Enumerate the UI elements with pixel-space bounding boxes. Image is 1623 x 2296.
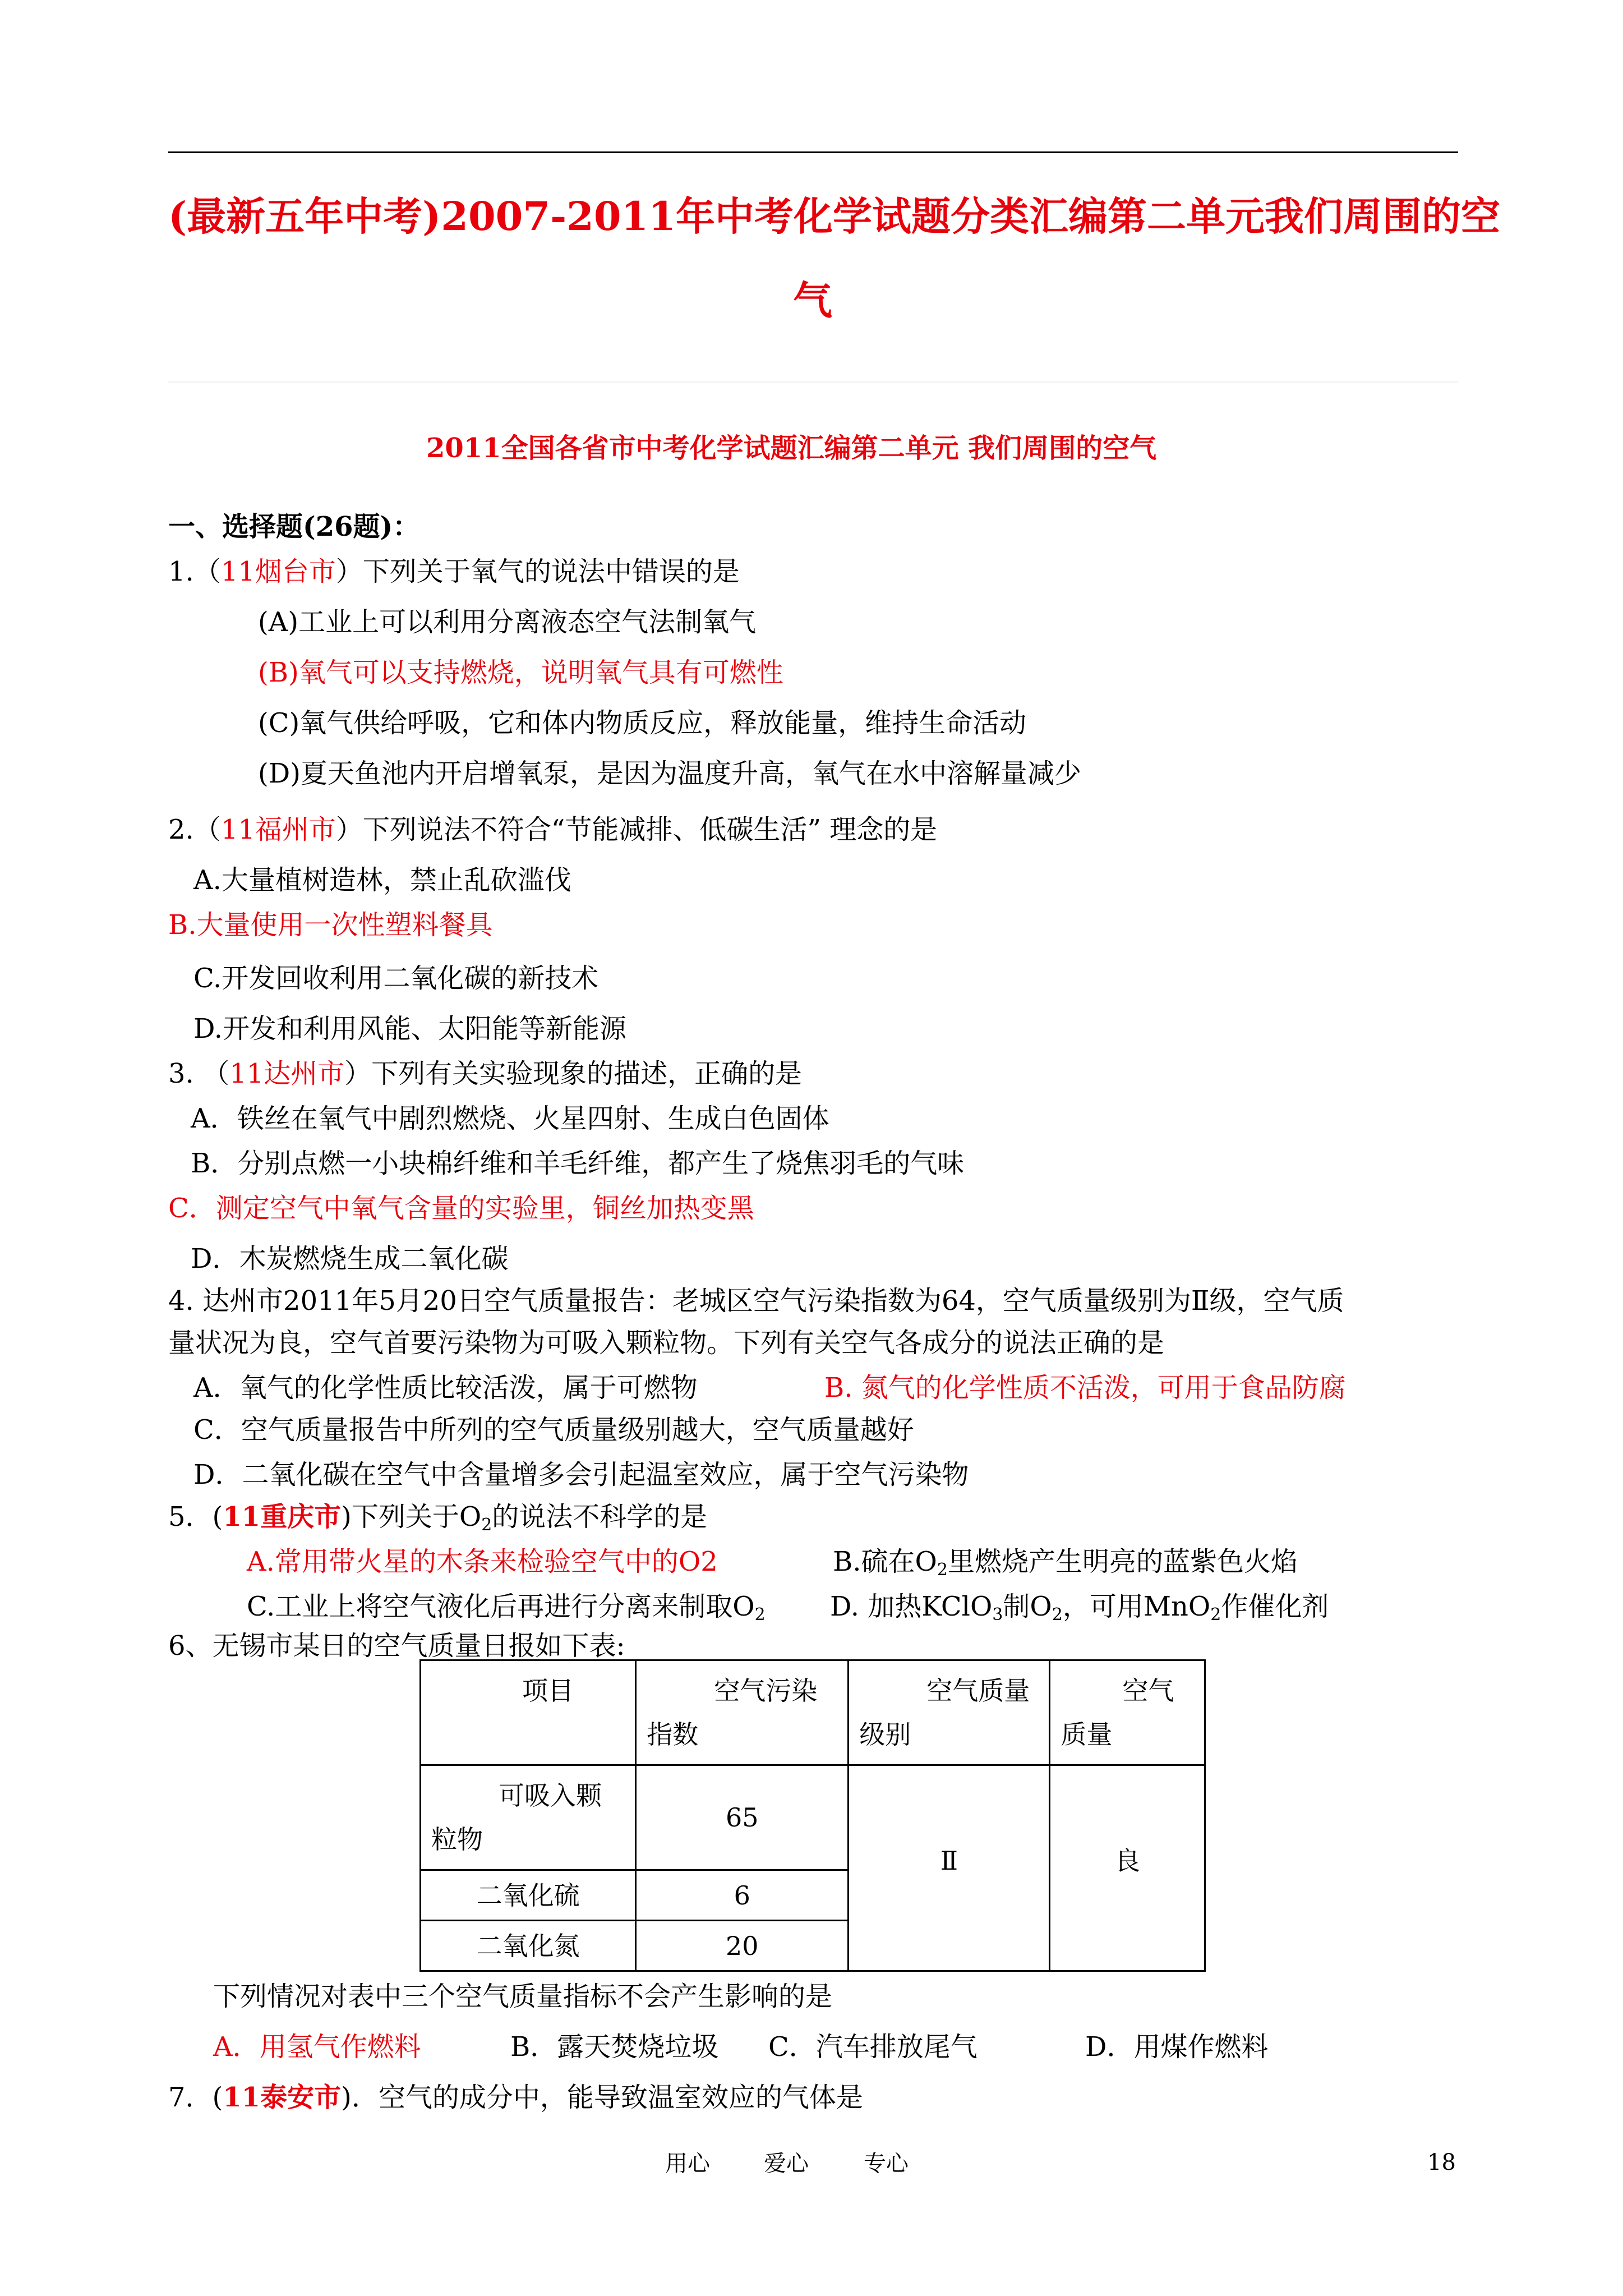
table-header-cell: 项目 [421,1660,636,1765]
footer-motto-2: 爱心 [764,2151,809,2177]
question-text: ）下列关于氧气的说法中错误的是 [335,556,740,587]
question-source: 11烟台市 [220,556,336,587]
section-separator [168,381,1458,383]
page-number: 18 [1427,2150,1456,2175]
question-4-stem-line-2: 量状况为良，空气首要污染物为可吸入颗粒物。下列有关空气各成分的说法正确的是 [168,1327,1165,1359]
air-quality-table [419,1659,1206,1972]
footer-motto-1: 用心 [665,2151,710,2177]
question-6-option-a-answer: A．用氢气作燃料 [213,2031,421,2063]
question-number: 5．( [168,1501,223,1533]
question-4-stem-line-1: 4. 达州市2011年5月20日空气质量报告：老城区空气污染指数为64，空气质量级别为Ⅱ级，空气质 [168,1285,1344,1317]
table-header-cell: 空气污染 指数 [636,1660,849,1765]
question-source: 11达州市 [229,1058,345,1089]
question-5-option-c: C.工业上将空气液化后再进行分离来制取$O_2$ [247,1591,766,1625]
question-3-stem [168,1052,802,1091]
question-6-option-b: B．露天焚烧垃圾 [510,2031,719,2063]
table-header-row [421,1660,1205,1765]
table-cell-quality: 良 [1050,1765,1205,1971]
question-number: 2.（ [168,814,221,845]
question-3-option-d: D．木炭燃烧生成二氧化碳 [191,1243,509,1274]
question-number: 7．( [168,2082,223,2113]
question-1-option-b-answer: (B)氧气可以支持燃烧，说明氧气具有可燃性 [258,657,783,688]
question-3-option-c-answer: C．测定空气中氧气含量的实验里，铜丝加热变黑 [168,1193,754,1224]
document-title-line-2: 气 [793,277,832,324]
question-6-option-d: D．用煤作燃料 [1085,2031,1269,2063]
question-text: )．空气的成分中，能导致温室效应的气体是 [341,2082,863,2113]
question-number: 1.（ [168,556,221,587]
document-title-line-1: (最新五年中考)2007-2011年中考化学试题分类汇编第二单元我们周围的空 [168,193,1500,240]
question-text: ）下列说法不符合“节能减排、低碳生活” 理念的是 [335,814,938,845]
table-cell-level: Ⅱ [849,1765,1050,1971]
question-3-option-a: A．铁丝在氧气中剧烈燃烧、火星四射、生成白色固体 [191,1103,829,1134]
question-4-option-d: D．二氧化碳在空气中含量增多会引起温室效应，属于空气污染物 [193,1459,969,1490]
question-source: 11重庆市 [223,1501,342,1533]
question-2-option-a: A.大量植树造林，禁止乱砍滥伐 [193,864,571,896]
question-2-stem [168,808,937,846]
question-1-option-c: (C)氧气供给呼吸，它和体内物质反应，释放能量，维持生命活动 [258,707,1027,739]
section-heading: 一、选择题(26题)： [168,511,420,542]
question-6-question: 下列情况对表中三个空气质量指标不会产生影响的是 [213,1981,833,2012]
question-7-stem [168,2076,863,2114]
question-5-option-b: B.硫在$O_2$里燃烧产生明亮的蓝紫色火焰 [833,1546,1298,1580]
question-1-option-d: (D)夏天鱼池内开启增氧泵，是因为温度升高，氧气在水中溶解量减少 [258,758,1081,789]
question-2-option-c: C.开发回收利用二氧化碳的新技术 [193,963,599,994]
question-text: ）下列有关实验现象的描述，正确的是 [344,1058,803,1089]
question-2-option-d: D.开发和利用风能、太阳能等新能源 [193,1013,627,1045]
question-2-option-b-answer: B.大量使用一次性塑料餐具 [168,909,493,941]
question-1-stem [168,550,740,588]
table-cell: 6 [636,1870,849,1921]
question-5-stem: 5．(11重庆市)下列关于$O_2$的说法不科学的是 [168,1501,708,1535]
section-subtitle: 2011全国各省市中考化学试题汇编第二单元 我们周围的空气 [426,432,1157,464]
question-4-option-b-answer: B. 氮气的化学性质不活泼，可用于食品防腐 [824,1372,1346,1404]
question-6-stem: 6、无锡市某日的空气质量日报如下表: [168,1630,625,1662]
footer-motto-3: 专心 [864,2151,909,2177]
question-1-option-a: (A)工业上可以利用分离液态空气法制氧气 [258,606,757,638]
table-header-cell: 空气质量 级别 [849,1660,1050,1765]
question-4-option-c: C．空气质量报告中所列的空气质量级别越大，空气质量越好 [193,1414,914,1446]
question-number: 3. （ [168,1058,230,1089]
question-4-option-a: A．氧气的化学性质比较活泼，属于可燃物 [193,1372,698,1404]
question-5-option-a-answer: A.常用带火星的木条来检验空气中的O2 [247,1546,718,1577]
table-cell: 可吸入颗 粒物 [421,1765,636,1870]
question-5-option-d: D. 加热KClO$_3$制$O_2$，可用MnO$_2$作催化剂 [830,1591,1329,1625]
question-source: 11福州市 [220,814,336,845]
table-row [421,1765,1205,1870]
table-cell: 二氧化氮 [421,1921,636,1971]
table-cell: 20 [636,1921,849,1971]
question-3-option-b: B．分别点燃一小块棉纤维和羊毛纤维，都产生了烧焦羽毛的气味 [191,1148,965,1179]
question-6-option-c: C．汽车排放尾气 [768,2031,978,2063]
table-cell: 二氧化硫 [421,1870,636,1921]
table-header-cell: 空气 质量 [1050,1660,1205,1765]
table-cell: 65 [636,1765,849,1870]
question-source: 11泰安市 [223,2082,342,2113]
header-rule [168,151,1458,153]
